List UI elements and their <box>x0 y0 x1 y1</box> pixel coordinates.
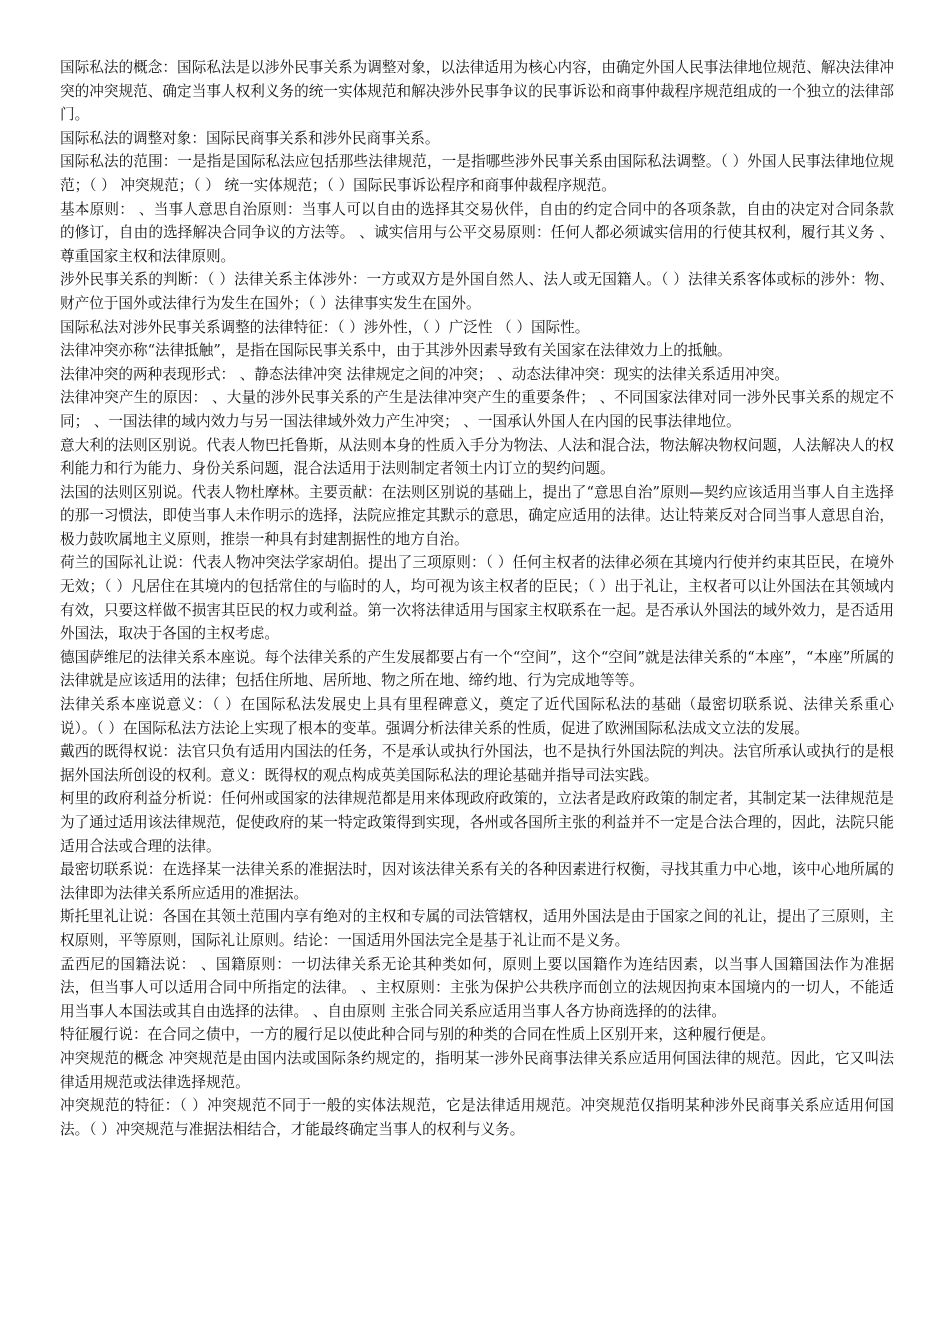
paragraph-scope: 国际私法的范围：一是指是国际私法应包括那些法律规范，一是指哪些涉外民事关系由国际私法调整。（ ）外国人民事法律地位规范；（ ） 冲突规范；（ ） 统一实体规范；（ ）国际民事诉讼程序和商事仲裁程序规范。 <box>60 153 894 194</box>
paragraph-closest-connection: 最密切联系说：在选择某一法律关系的准据法时，因对该法律关系有关的各种因素进行权衡，寻找其重力中心地，该中心地所属的法律即为法律关系所应适用的准据法。 <box>60 861 894 902</box>
paragraph-mancini-nationality: 孟西尼的国籍法说： 、国籍原则：一切法律关系无论其种类如何，原则上要以国籍作为连结因素，以当事人国籍国法作为准据法，但当事人可以适用合同中所指定的法律。 、主权原则：主张为保护公共秩序而创立的法规因拘束本国境内的一切人，不能适用当事人本国法或其自由选择的法律。 、自由原则 主张合同关系应适用当事人各方协商选择的的法律。 <box>60 955 894 1020</box>
paragraph-legal-characteristics: 国际私法对涉外民事关系调整的法律特征：（ ）涉外性，（ ）广泛性 （ ）国际性。 <box>60 318 590 336</box>
document-page <box>60 56 894 1141</box>
paragraph-adjustment-object: 国际私法的调整对象：国际民商事关系和涉外民商事关系。 <box>60 129 440 147</box>
paragraph-french-statute-theory: 法国的法则区别说。代表人物杜摩林。主要贡献：在法则区别说的基础上，提出了“意思自治”原则—契约应该适用当事人自主选择的那一习惯法，即使当事人未作明示的选择，法院应推定其默示的意思，确定应适用的法律。达让特莱反对合同当事人意思自治，极力鼓吹属地主义原则，推崇一种具有封建割据性的地方自治。 <box>60 483 894 548</box>
paragraph-italian-statute-theory: 意大利的法则区别说。代表人物巴托鲁斯，从法则本身的性质入手分为物法、人法和混合法，物法解决物权问题，人法解决人的权利能力和行为能力、身份关系问题，混合法适用于法则制定者领土内订立的契约问题。 <box>60 436 894 478</box>
paragraph-dutch-comity-theory: 荷兰的国际礼让说：代表人物冲突法学家胡伯。提出了三项原则：（ ）任何主权者的法律必须在其境内行使并约束其臣民，在境外无效；（ ）凡居住在其境内的包括常住的与临时的人，均可视为该主权者的臣民；（ ）出于礼让，主权者可以让外国法在其领域内有效，只要这样做不损害其臣民的权力或利益。第一次将法律适用与国家主权联系在一起。是否承认外国法的域外效力，是否适用外国法，取决于各国的主权考虑。 <box>60 554 894 643</box>
paragraph-conflict-rule-concept: 冲突规范的概念 冲突规范是由国内法或国际条约规定的，指明某一涉外民商事法律关系应适用何国法律的规范。因此，它又叫法律适用规范或法律选择规范。 <box>60 1049 894 1091</box>
paragraph-seat-theory-significance: 法律关系本座说意义：（ ）在国际私法发展史上具有里程碑意义，奠定了近代国际私法的基础（最密切联系说、法律关系重心说）。（ ）在国际私法方法论上实现了根本的变革。强调分析法律关系的性质，促进了欧洲国际私法成文立法的发展。 <box>60 696 894 737</box>
paragraph-conflict-of-laws-definition: 法律冲突亦称“法律抵触”，是指在国际民事关系中，由于其涉外因素导致有关国家在法律效力上的抵触。 <box>60 342 732 360</box>
paragraph-currie-interest-analysis: 柯里的政府利益分析说：任何州或国家的法律规范都是用来体现政府政策的，立法者是政府政策的制定者，其制定某一法律规范是为了通过适用该法律规范，促使政府的某一特定政策得到实现，各州或各国所主张的利益并不一定是合法合理的，因此，法院只能适用合法或合理的法律。 <box>60 790 894 855</box>
paragraph-story-comity: 斯托里礼让说：各国在其领土范围内享有绝对的主权和专属的司法管辖权，适用外国法是由于国家之间的礼让，提出了三原则，主权原则，平等原则，国际礼让原则。结论：一国适用外国法完全是基于礼让而不是义务。 <box>60 908 894 949</box>
paragraph-savigny-seat-theory: 德国萨维尼的法律关系本座说。每个法律关系的产生发展都要占有一个“空间”，这个“空间”就是法律关系的“本座”，“本座”所属的法律就是应该适用的法律；包括住所地、居所地、物之所在地、缔约地、行为完成地等等。 <box>60 648 894 690</box>
paragraph-conflict-rule-features: 冲突规范的特征：（ ）冲突规范不同于一般的实体法规范，它是法律适用规范。冲突规范仅指明某种涉外民商事关系应适用何国法。（ ）冲突规范与准据法相结合，才能最终确定当事人的权利与义务。 <box>60 1097 894 1138</box>
paragraph-characteristic-performance: 特征履行说：在合同之债中，一方的履行足以使此种合同与别的种类的合同在性质上区别开来，这种履行便是。 <box>60 1026 776 1044</box>
paragraph-conflict-forms: 法律冲突的两种表现形式： 、静态法律冲突 法律规定之间的冲突； 、动态法律冲突：现实的法律关系适用冲突。 <box>60 365 790 383</box>
paragraph-basic-principles: 基本原则： 、当事人意思自治原则：当事人可以自由的选择其交易伙伴，自由的约定合同中的各项条款，自由的决定对合同条款的修订，自由的选择解决合同争议的方法等。 、诚实信用与公平交易原则：任何人都必须诚实信用的行使其权利，履行其义务 、尊重国家主权和法律原则。 <box>60 200 894 265</box>
paragraph-conflict-causes: 法律冲突产生的原因： 、大量的涉外民事关系的产生是法律冲突产生的重要条件； 、不同国家法律对同一涉外民事关系的规定不同； 、一国法律的域内效力与另一国法律域外效力产生冲突； 、一国承认外国人在内国的民事法律地位。 <box>60 389 894 430</box>
paragraph-concept: 国际私法的概念：国际私法是以涉外民事关系为调整对象，以法律适用为核心内容，由确定外国人民事法律地位规范、解决法律冲突的冲突规范、确定当事人权利义务的统一实体规范和解决涉外民事争议的民事诉讼和商事仲裁程序规范组成的一个独立的法律部门。 <box>60 59 894 124</box>
paragraph-dicey-vested-rights: 戴西的既得权说：法官只负有适用内国法的任务，不是承认或执行外国法，也不是执行外国法院的判决。法官所承认或执行的是根据外国法所创设的权利。意义：既得权的观点构成英美国际私法的理论基础并指导司法实践。 <box>60 743 894 784</box>
paragraph-foreign-relations-judgment: 涉外民事关系的判断：（ ）法律关系主体涉外：一方或双方是外国自然人、法人或无国籍人。（ ）法律关系客体或标的涉外：物、财产位于国外或法律行为发生在国外；（ ）法律事实发生在国外。 <box>60 271 894 312</box>
